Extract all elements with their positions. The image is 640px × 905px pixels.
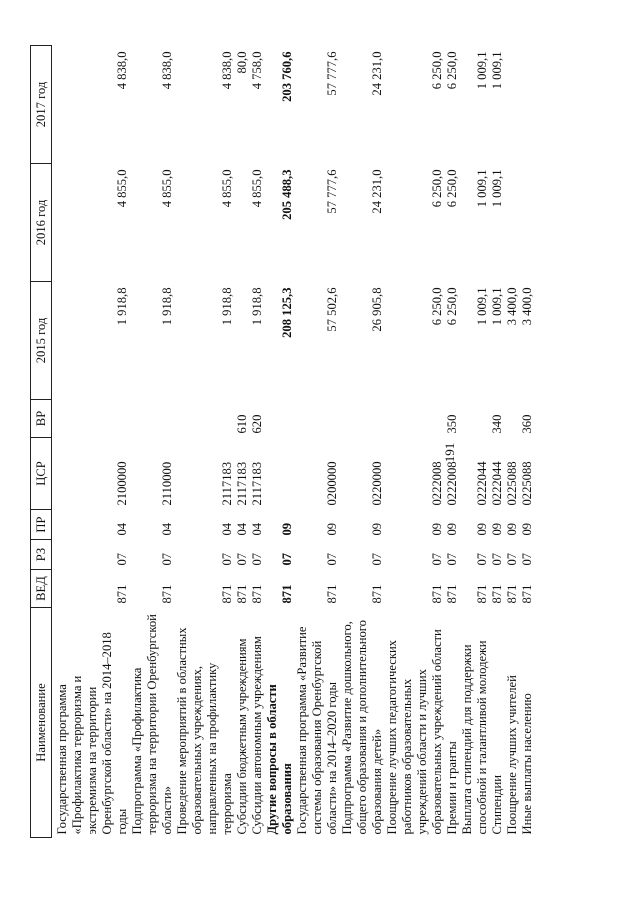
- row-pr: 04: [220, 522, 234, 536]
- row-2016: 1 009,1: [490, 169, 504, 208]
- table-row: [295, 46, 340, 838]
- row-pr: 09: [370, 522, 384, 536]
- row-vr: [175, 400, 235, 438]
- row-rz: 07: [370, 552, 384, 566]
- table-row: [340, 46, 385, 838]
- row-vr: [505, 400, 520, 438]
- row-2017: [505, 46, 520, 164]
- row-vr: 620: [250, 414, 264, 434]
- row-2017: 4 758,0: [250, 51, 264, 90]
- table-header-row: [31, 46, 52, 838]
- row-2015: [235, 282, 250, 400]
- row-name: Подпрограмма «Развитие дошкольного, общего образования и дополнительного образования детей»: [340, 620, 384, 835]
- row-vr: [265, 400, 295, 438]
- row-name: Иные выплаты населению: [520, 693, 534, 835]
- row-name: Государственная программа «Развитие системы образования Оренбургской области» на 2014–2020 годы: [295, 626, 339, 835]
- row-csr: 2100000: [115, 461, 129, 506]
- table-row: [520, 46, 535, 838]
- row-2015: 1 009,1: [475, 287, 489, 326]
- row-ved: 871: [115, 584, 129, 604]
- row-pr: 09: [445, 522, 459, 536]
- row-ved: 871: [505, 584, 519, 604]
- row-2017: 57 777,6: [325, 51, 339, 96]
- table-row: [445, 46, 460, 838]
- row-vr: 360: [520, 414, 534, 434]
- row-csr: [265, 438, 295, 510]
- row-vr: [295, 400, 340, 438]
- row-pr: 09: [505, 522, 519, 536]
- row-rz: 07: [505, 552, 519, 566]
- table-row: [265, 46, 295, 838]
- row-vr: [460, 400, 490, 438]
- row-name: Другие вопросы в области образования: [265, 684, 294, 835]
- row-vr: [130, 400, 175, 438]
- row-csr: 0200000: [325, 461, 339, 506]
- table-row: [490, 46, 505, 838]
- row-name: Премии и гранты: [445, 741, 459, 835]
- table-row: [505, 46, 520, 838]
- row-2017: 203 760,6: [280, 51, 294, 102]
- table-row: [460, 46, 490, 838]
- row-2017: 4 838,0: [115, 51, 129, 90]
- table-body: [52, 46, 536, 838]
- row-rz: 07: [220, 552, 234, 566]
- row-ved: 871: [235, 584, 249, 604]
- row-csr: 0225088: [505, 461, 519, 506]
- row-rz: 07: [445, 552, 459, 566]
- row-ved: 871: [250, 584, 264, 604]
- row-csr: 0220000: [370, 461, 384, 506]
- table-row: [130, 46, 175, 838]
- header-2016: 2016 год: [31, 164, 52, 282]
- row-2016: [520, 164, 535, 282]
- row-name: Подпрограмма «Профилактика терроризма на территории Оренбургской области»: [130, 614, 174, 835]
- row-ved: 871: [445, 584, 459, 604]
- row-2016: 6 250,0: [445, 169, 459, 208]
- row-2015: 1 918,8: [250, 287, 264, 326]
- header-vr: ВР: [31, 400, 52, 438]
- row-2015: 1 918,8: [160, 287, 174, 326]
- row-2015: 57 502,6: [325, 287, 339, 332]
- row-pr: 04: [235, 522, 249, 536]
- row-pr: 04: [160, 522, 174, 536]
- row-ved: 871: [370, 584, 384, 604]
- row-rz: 07: [475, 552, 489, 566]
- row-name: Проведение мероприятий в областных образовательных учреждениях, направленных на профилактику терроризма: [175, 627, 234, 835]
- row-vr: [385, 400, 445, 438]
- row-ved: 871: [220, 584, 234, 604]
- row-2016: 1 009,1: [475, 169, 489, 208]
- row-csr: 0222044: [490, 461, 504, 506]
- row-rz: 07: [490, 552, 504, 566]
- row-2015: 3 400,0: [520, 287, 534, 326]
- row-name: Субсидии автономным учреждениям: [250, 636, 264, 835]
- row-rz: 07: [325, 552, 339, 566]
- header-csr: ЦСР: [31, 438, 52, 510]
- row-pr: 09: [430, 522, 444, 536]
- row-2016: [505, 164, 520, 282]
- row-pr: 04: [115, 522, 129, 536]
- row-rz: 07: [250, 552, 264, 566]
- row-2016: 4 855,0: [220, 169, 234, 208]
- row-2016: 205 488,3: [280, 169, 294, 220]
- row-rz: 07: [430, 552, 444, 566]
- row-csr: 2117183: [235, 461, 249, 506]
- row-ved: 871: [490, 584, 504, 604]
- row-2017: 80,0: [235, 51, 249, 74]
- row-csr: 2110000: [160, 461, 174, 506]
- table-row: [385, 46, 445, 838]
- row-csr: 2117183: [220, 461, 234, 506]
- row-pr: 04: [250, 522, 264, 536]
- table-row: [250, 46, 265, 838]
- header-rz: РЗ: [31, 540, 52, 570]
- row-rz: 07: [280, 552, 294, 566]
- row-2015: 1 918,8: [115, 287, 129, 326]
- row-pr: 09: [475, 522, 489, 536]
- row-2015: 6 250,0: [430, 287, 444, 326]
- row-name: Субсидии бюджетным учреждениям: [235, 638, 249, 835]
- row-ved: 871: [430, 584, 444, 604]
- row-vr: [52, 400, 131, 438]
- row-vr: 340: [490, 414, 504, 434]
- row-vr: 610: [235, 414, 249, 434]
- header-2015: 2015 год: [31, 282, 52, 400]
- row-2015: 3 400,0: [505, 287, 519, 326]
- row-csr: 0225088: [520, 461, 534, 506]
- table-row: [175, 46, 235, 838]
- row-2017: 24 231,0: [370, 51, 384, 96]
- row-2016: 6 250,0: [430, 169, 444, 208]
- row-rz: 07: [520, 552, 534, 566]
- row-vr: 350: [445, 414, 459, 434]
- header-ved: ВЕД: [31, 570, 52, 608]
- row-pr: 09: [520, 522, 534, 536]
- row-name: Поощрение лучших учителей: [505, 675, 519, 835]
- row-2017: [520, 46, 535, 164]
- row-pr: 09: [325, 522, 339, 536]
- page-number: 191: [442, 442, 457, 463]
- row-2016: 57 777,6: [325, 169, 339, 214]
- row-csr: 0222008: [430, 461, 444, 506]
- row-ved: 871: [475, 584, 489, 604]
- row-csr: 2117183: [250, 461, 264, 506]
- row-2016: 4 855,0: [160, 169, 174, 208]
- row-2017: 4 838,0: [160, 51, 174, 90]
- row-2015: 1 009,1: [490, 287, 504, 326]
- row-2016: [235, 164, 250, 282]
- table-row: [235, 46, 250, 838]
- row-name: Государственная программа «Профилактика терроризма и экстремизма на территории Оренбургской области» на 2014–2018 годы: [55, 632, 129, 835]
- table-row: [52, 46, 131, 838]
- row-rz: 07: [235, 552, 249, 566]
- row-vr: [340, 400, 385, 438]
- row-csr: 0222044: [475, 461, 489, 506]
- row-2015: 208 125,3: [280, 287, 294, 338]
- row-2015: 26 905,8: [370, 287, 384, 332]
- row-pr: 09: [490, 522, 504, 536]
- row-2017: 1 009,1: [490, 51, 504, 90]
- row-2015: 6 250,0: [445, 287, 459, 326]
- header-pr: ПР: [31, 510, 52, 540]
- header-name: Наименование: [31, 608, 52, 838]
- row-rz: 07: [160, 552, 174, 566]
- row-name: Выплата стипендий для поддержки способной и талантливой молодежи: [460, 640, 489, 835]
- row-2017: 1 009,1: [475, 51, 489, 90]
- row-2017: 4 838,0: [220, 51, 234, 90]
- row-pr: 09: [280, 522, 294, 536]
- row-name: Поощрение лучших педагогических работников образовательных учреждений области и лучших образовательных учреждений области: [385, 629, 444, 835]
- row-2015: 1 918,8: [220, 287, 234, 326]
- row-2016: 4 855,0: [250, 169, 264, 208]
- row-ved: 871: [160, 584, 174, 604]
- row-csr: 0222008: [445, 461, 459, 506]
- row-2017: 6 250,0: [430, 51, 444, 90]
- budget-table: [30, 45, 535, 838]
- header-2017: 2017 год: [31, 46, 52, 164]
- row-2016: 24 231,0: [370, 169, 384, 214]
- row-rz: 07: [115, 552, 129, 566]
- row-ved: 871: [280, 584, 294, 604]
- row-2017: 6 250,0: [445, 51, 459, 90]
- row-2016: 4 855,0: [115, 169, 129, 208]
- row-ved: 871: [520, 584, 534, 604]
- row-ved: 871: [325, 584, 339, 604]
- row-name: Стипендии: [490, 775, 504, 835]
